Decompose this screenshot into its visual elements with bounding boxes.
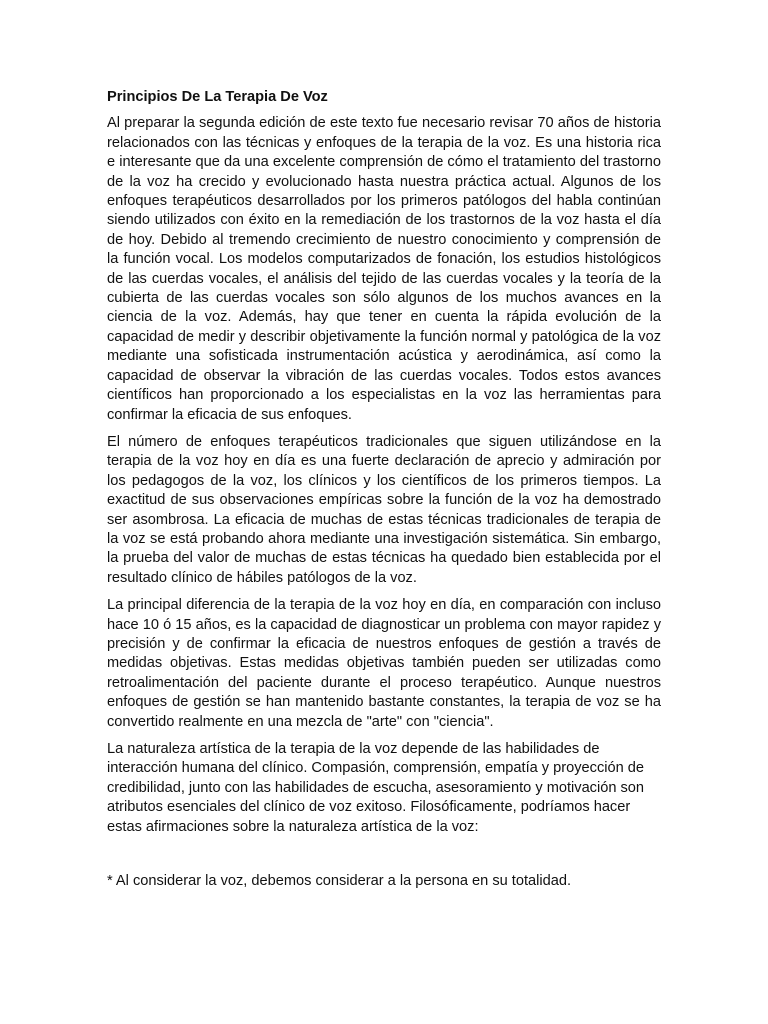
paragraph-historia: Al preparar la segunda edición de este texto fue necesario revisar 70 años de historia relacionados con las técnicas y enfoques de la terapia de la voz. Es una historia rica e interesante que da una excelente comprensión de cómo el tratamiento del trastorno de la voz ha crecido y evolucionado hasta nuestra práctica actual. Algunos de los enfoques terapéuticos desarrollados por los primeros patólogos del habla continúan siendo utilizados con éxito en la remediación de los trastornos de la voz hasta el día de hoy. Debido al tremendo crecimiento de nuestro conocimiento y comprensión de la función vocal. Los modelos computarizados de fonación, los estudios histológicos de las cuerdas vocales, el análisis del tejido de las cuerdas vocales y la teoría de la cubierta de las cuerdas vocales son sólo algunos de los muchos avances en la ciencia de la voz. Además, hay que tener en cuenta la rápida evolución de la capacidad de medir y describir objetivamente la función normal y patológica de la voz mediante una sofisticada instrumentación acústica y aerodinámica, así como la capacidad de observar la vibración de las cuerdas vocales. Todos estos avances científicos han proporcionado a los especialistas en la voz las herramientas para confirmar la eficacia de sus enfoques. <box>107 115 661 423</box>
paragraph-spacer <box>107 845 661 872</box>
paragraph-enfoques-tradicionales: El número de enfoques terapéuticos tradicionales que siguen utilizándose en la terapia de la voz hoy en día es una fuerte declaración de aprecio y admiración por los pedagogos de la voz, los clínicos y los científicos de los primeros tiempos. La exactitud de sus observaciones empíricas sobre la función de la voz ha demostrado ser asombrosa. La eficacia de muchas de estas técnicas tradicionales de terapia de la voz se está probando ahora mediante una investigación sistemática. Sin embargo, la prueba del valor de muchas de estas técnicas ha quedado bien establecida por el resultado clínico de hábiles patólogos de la voz. <box>107 433 661 586</box>
document-title: Principios De La Terapia De Voz <box>107 89 328 105</box>
paragraph-naturaleza-artistica: La naturaleza artística de la terapia de la voz depende de las habilidades de interacción humana del clínico. Compasión, comprensión, empatía y proyección de credibilidad, junto con las habilidades de escucha, asesoramiento y motivación son atributos esenciales del clínico de voz exitoso. Filosóficamente, podríamos hacer estas afirmaciones sobre la naturaleza artística de la voz: <box>107 741 645 835</box>
paragraph-diferencia-principal: La principal diferencia de la terapia de la voz hoy en día, en comparación con incluso hace 10 ó 15 años, es la capacidad de diagnosticar un problema con mayor rapidez y precisión y de confirmar la eficacia de nuestros enfoques de gestión a través de medidas objetivas. Estas medidas objetivas también pueden ser utilizadas como retroalimentación del paciente durante el proceso terapéutico. Aunque nuestros enfoques de gestión se han mantenido bastante constantes, la terapia de voz se ha convertido realmente en una mezcla de "arte" con "ciencia". <box>107 597 661 730</box>
bullet-item: * Al considerar la voz, debemos considerar a la persona en su totalidad. <box>107 873 572 890</box>
document-body <box>107 88 661 891</box>
